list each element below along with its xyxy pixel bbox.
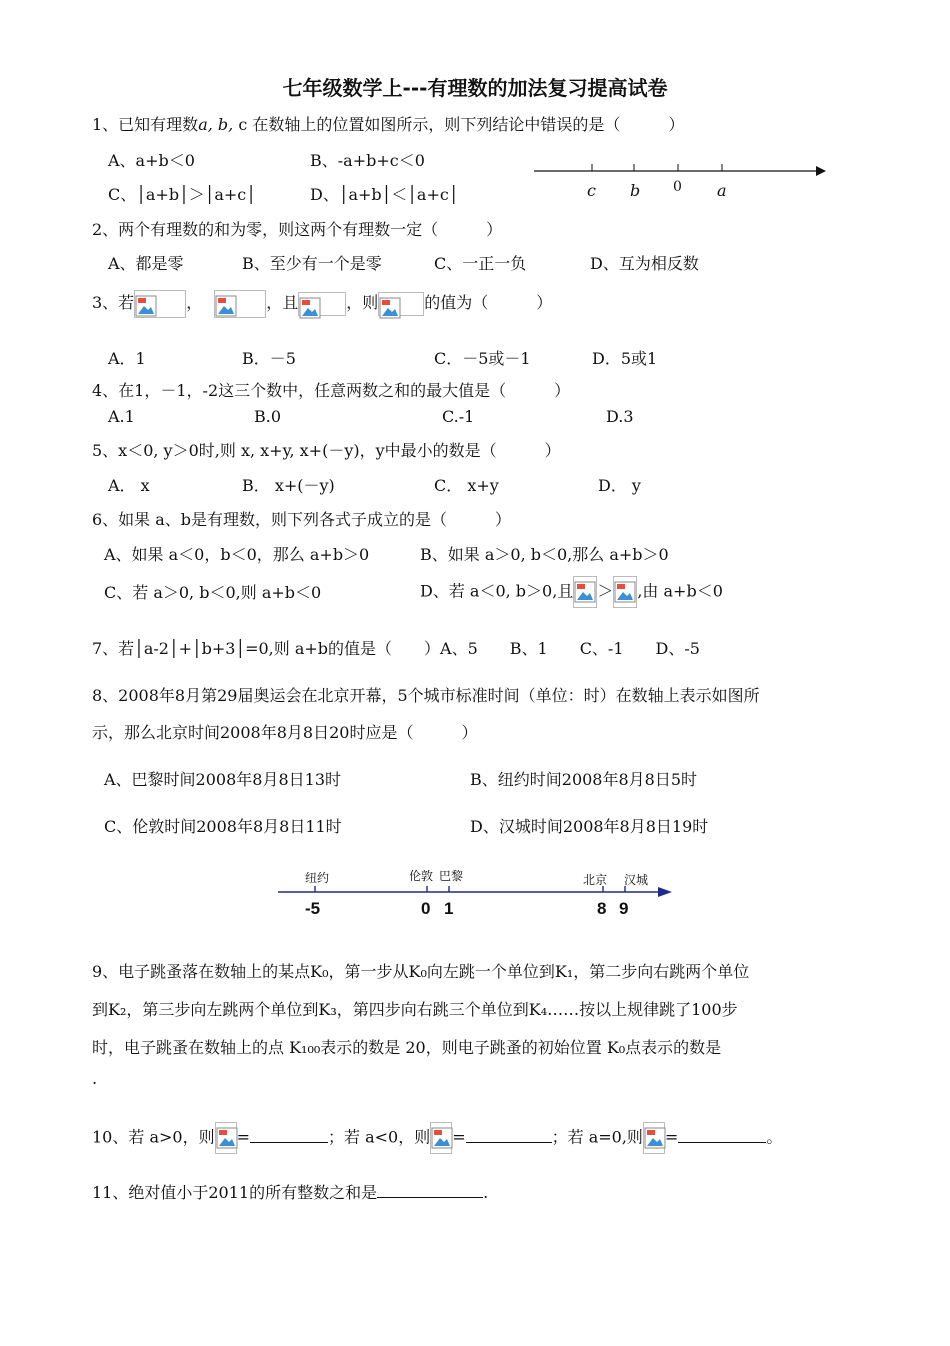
q10-text-3: ；若 a<0，则	[327, 1127, 431, 1147]
q10-formula-image-3	[643, 1122, 665, 1154]
question-4-stem: 4、在1，－1，-2这三个数中，任意两数之和的最大值是（ ）	[92, 381, 571, 400]
q5-option-c: C． x+y	[434, 476, 499, 495]
broken-image-icon	[299, 297, 321, 319]
q8-value-seoul: 9	[619, 899, 629, 918]
q6-formula-image-1	[573, 576, 597, 608]
broken-image-icon	[644, 1127, 666, 1149]
q8-option-d: D、汉城时间2008年8月8日19时	[470, 817, 709, 836]
q10-text-1: 10、若 a>0，则	[92, 1127, 215, 1147]
q3-option-c: C．－5或－1	[434, 349, 531, 368]
broken-image-icon	[431, 1127, 453, 1149]
q2-option-c: C、一正一负	[434, 254, 527, 273]
q1-stem-vars: a, b,	[198, 115, 234, 134]
q4-option-d: D.3	[606, 407, 634, 426]
q6-option-b: B、如果 a＞0, b＜0,那么 a+b＞0	[420, 545, 669, 564]
broken-image-icon	[216, 1127, 238, 1149]
question-9-line-3: 时，电子跳蚤在数轴上的点 K₁₀₀表示的数是 20，则电子跳蚤的初始位置 K₀点表示的数是	[92, 1038, 722, 1057]
q6-option-d	[420, 576, 723, 608]
q1-stem-start: 1、已知有理数	[92, 115, 199, 134]
q8-axis-arrow	[658, 887, 672, 897]
question-9-line-1: 9、电子跳蚤落在数轴上的某点K₀，第一步从K₀向左跳一个单位到K₁，第二步向右跳两个单位	[92, 962, 750, 981]
q10-text-5: ；若 a=0,则	[551, 1127, 643, 1147]
broken-image-icon	[614, 581, 636, 603]
q8-city-paris: 巴黎	[439, 869, 464, 883]
question-8-stem-line-2: 示，那么北京时间2008年8月8日20时应是（ ）	[92, 723, 478, 742]
broken-image-icon	[379, 297, 401, 319]
q3-formula-image-2	[214, 290, 266, 318]
q3-formula-image-4	[378, 292, 424, 316]
question-5-stem: 5、x＜0, y＞0时,则 x, x+y, x+(－y)，y中最小的数是（ ）	[92, 441, 561, 460]
q8-city-beijing: 北京	[583, 873, 608, 887]
q1-axis-arrow	[816, 166, 826, 176]
q10-answer-blank-3[interactable]	[678, 1126, 766, 1143]
q3-option-a: A．1	[108, 349, 146, 368]
q6-formula-image-2	[613, 576, 637, 608]
q6-option-d-text-3: ,由 a+b＜0	[637, 581, 723, 601]
question-1-stem	[92, 112, 684, 135]
q3-text-5: 的值为（ ）	[424, 293, 553, 312]
q10-text-6: =	[664, 1127, 679, 1147]
q1-axis-label-a: a	[717, 181, 727, 200]
broken-image-icon	[135, 295, 157, 317]
q6-option-d-text-1: D、若 a＜0, b＞0,且	[420, 581, 574, 601]
q3-formula-image-1	[134, 290, 186, 318]
q8-value-beijing: 8	[597, 899, 607, 918]
q3-text-4: ，则	[346, 293, 379, 312]
q8-city-london: 伦敦	[409, 869, 434, 883]
q4-option-a: A.1	[108, 407, 135, 426]
q6-option-d-text-2: ＞	[597, 581, 614, 601]
q5-option-d: D． y	[598, 476, 641, 495]
q11-text: 11、绝对值小于2011的所有整数之和是	[92, 1183, 378, 1202]
broken-image-icon	[574, 581, 596, 603]
question-9-line-4: .	[92, 1069, 98, 1088]
q1-axis-label-c: c	[587, 181, 596, 200]
q10-text-4: =	[452, 1127, 466, 1147]
q8-city-newyork: 纽约	[305, 871, 330, 885]
q2-option-d: D、互为相反数	[590, 254, 699, 273]
q1-option-b: B、-a+b+c＜0	[310, 151, 425, 170]
question-11-stem	[92, 1180, 488, 1203]
q8-number-line	[276, 880, 676, 904]
q3-option-d: D．5或1	[592, 349, 658, 368]
q8-value-london: 0	[421, 899, 431, 918]
q1-option-a: A、a+b＜0	[108, 151, 195, 170]
q3-text-2: ，	[186, 293, 203, 312]
q5-option-b: B． x+(－y)	[242, 476, 335, 495]
q1-option-c: C、│a+b│＞│a+c│	[108, 185, 256, 204]
question-7-stem: 7、若│a-2│+│b+3│=0,则 a+b的值是（ ）A、5 B、1 C、-1 D、-5	[92, 639, 700, 658]
question-6-stem: 6、如果 a、b是有理数，则下列各式子成立的是（ ）	[92, 510, 512, 529]
q1-stem-end: c 在数轴上的位置如图所示，则下列结论中错误的是（ ）	[233, 115, 685, 134]
q3-text-1: 3、若	[92, 293, 135, 312]
q8-option-a: A、巴黎时间2008年8月8日13时	[104, 770, 341, 789]
q10-text-2: =	[236, 1127, 250, 1147]
q1-axis-label-b: b	[630, 181, 641, 200]
q11-text-end: .	[483, 1183, 489, 1202]
q10-formula-image-1	[215, 1122, 237, 1154]
q10-text-7: 。	[766, 1127, 783, 1147]
question-8-stem-line-1: 8、2008年8月第29届奥运会在北京开幕，5个城市标准时间（单位：时）在数轴上表示如图所	[92, 686, 760, 705]
q8-option-b: B、纽约时间2008年8月8日5时	[470, 770, 698, 789]
q10-formula-image-2	[430, 1122, 452, 1154]
q4-option-c: C.-1	[442, 407, 475, 426]
q2-option-b: B、至少有一个是零	[242, 254, 382, 273]
q8-option-c: C、伦敦时间2008年8月8日11时	[104, 817, 342, 836]
q6-option-a: A、如果 a＜0，b＜0，那么 a+b＞0	[104, 545, 370, 564]
q6-option-c: C、若 a＞0, b＜0,则 a+b＜0	[104, 583, 322, 602]
q1-axis-label-0: 0	[673, 179, 682, 195]
q11-answer-blank[interactable]	[377, 1181, 483, 1198]
q5-option-a: A． x	[108, 476, 150, 495]
q10-answer-blank-1[interactable]	[250, 1126, 328, 1143]
question-9-line-2: 到K₂，第三步向左跳两个单位到K₃，第四步向右跳三个单位到K₄……按以上规律跳了100步	[92, 1000, 738, 1019]
q3-text-3: ，且	[266, 293, 299, 312]
q4-option-b: B.0	[254, 407, 282, 426]
question-2-stem: 2、两个有理数的和为零，则这两个有理数一定（ ）	[92, 220, 503, 239]
q10-answer-blank-2[interactable]	[466, 1126, 552, 1143]
q3-formula-image-3	[298, 292, 346, 316]
q3-option-b: B．－5	[242, 349, 296, 368]
question-10-stem	[92, 1122, 782, 1154]
q1-option-d: D、│a+b│＜│a+c│	[310, 185, 459, 204]
q8-value-newyork: -5	[305, 899, 321, 918]
q8-value-paris: 1	[444, 899, 454, 918]
page-title: 七年级数学上---有理数的加法复习提高试卷	[282, 76, 668, 100]
broken-image-icon	[215, 295, 237, 317]
q8-city-seoul: 汉城	[624, 873, 649, 887]
q2-option-a: A、都是零	[108, 254, 184, 273]
question-3-stem	[92, 288, 552, 318]
